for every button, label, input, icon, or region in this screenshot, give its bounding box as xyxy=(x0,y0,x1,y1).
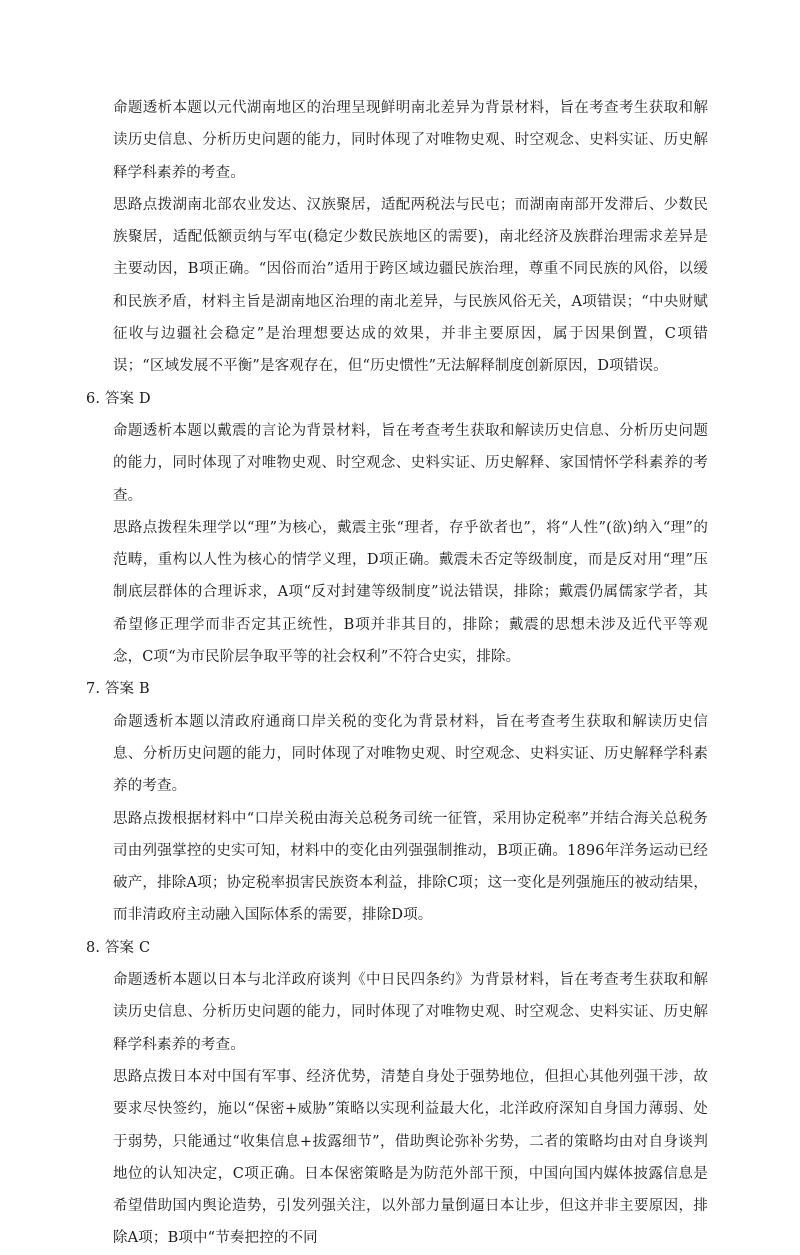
reasoning-paragraph: 思路点拨根据材料中“口岸关税由海关总税务司统一征管，采用协定税率”并结合海关总税务司由列强掌控的史实可知，材料中的变化由列强强制推动，B项正确。1896年洋务运动已经破产，排除A项；协定税率损害民族资本利益，排除C项；这一变化是列强施压的被动结果，而非清政府主动融入国际体系的需要，排除D项。 xyxy=(113,810,708,924)
reasoning-paragraph: 思路点拨湖南北部农业发达、汉族聚居，适配两税法与民屯；而湖南南部开发滞后、少数民族聚居，适配低额贡纳与军屯(稳定少数民族地区的需要)，南北经济及族群治理需求差异是主要动因，B项正确。“因俗而治”适用于跨区域边疆民族治理，尊重不同民族的风俗，以缓和民族矛盾，材料主旨是湖南地区治理的南北差异，与民族风俗无关，A项错误；“中央财赋征收与边疆社会稳定”是治理想要达成的效果，并非主要原因，属于因果倒置，C项错误；“区域发展不平衡”是客观存在，但“历史惯性”无法解释制度创新原因，D项错误。 xyxy=(113,196,708,375)
reasoning-paragraph: 思路点拨日本对中国有军事、经济优势，清楚自身处于强势地位，但担心其他列强干涉，故要求尽快签约，施以“保密+威胁”策略以实现利益最大化，北洋政府深知自身国力薄弱、处于弱势，只能通过“收集信息+拔露细节”，借助舆论弥补劣势，二者的策略均由对自身谈判地位的认知决定，C项正确。日本保密策略是为防范外部干预，中国向国内媒体披露信息是希望借助国内舆论造势，引发列强关注，以外部力量倒逼日本让步，但这并非主要原因，排除A项；B项中“节奏把控的不同 xyxy=(113,1068,708,1247)
analysis-paragraph: 命题透析本题以日本与北洋政府谈判《中日民四条约》为背景材料，旨在考查考生获取和解读历史信息、分析历史问题的能力，同时体现了对唯物史观、时空观念、史料实证、历史解释学科素养的考查。 xyxy=(113,972,708,1053)
analysis-paragraph: 命题透析本题以元代湖南地区的治理呈现鲜明南北差异为背景材料，旨在考查考生获取和解读历史信息、分析历史问题的能力，同时体现了对唯物史观、时空观念、史料实证、历史解释学科素养的考查。 xyxy=(113,100,708,181)
answer-heading-7: 7. 答案 B xyxy=(86,681,150,698)
reasoning-paragraph: 思路点拨程朱理学以“理”为核心，戴震主张“理者，存乎欲者也”，将“人性”(欲)纳入“理”的范畴，重构以人性为核心的情学义理，D项正确。戴震未否定等级制度，而是反对用“理”压制底层群体的合理诉求，A项“反对封建等级制度”说法错误，排除；戴震仍属儒家学者，其希望修正理学而非否定其正统性，B项并非其目的，排除；戴震的思想未涉及近代平等观念，C项“为市民阶层争取平等的社会权利”不符合史实，排除。 xyxy=(113,519,708,666)
answer-heading-6: 6. 答案 D xyxy=(86,390,151,407)
analysis-paragraph: 命题透析本题以戴震的言论为背景材料，旨在考查考生获取和解读历史信息、分析历史问题的能力，同时体现了对唯物史观、时空观念、史料实证、历史解释、家国情怀学科素养的考查。 xyxy=(113,422,708,504)
answer-heading-8: 8. 答案 C xyxy=(86,939,151,956)
analysis-paragraph: 命题透析本题以清政府通商口岸关税的变化为背景材料，旨在考查考生获取和解读历史信息、分析历史问题的能力，同时体现了对唯物史观、时空观念、史料实证、历史解释学科素养的考查。 xyxy=(113,713,708,795)
